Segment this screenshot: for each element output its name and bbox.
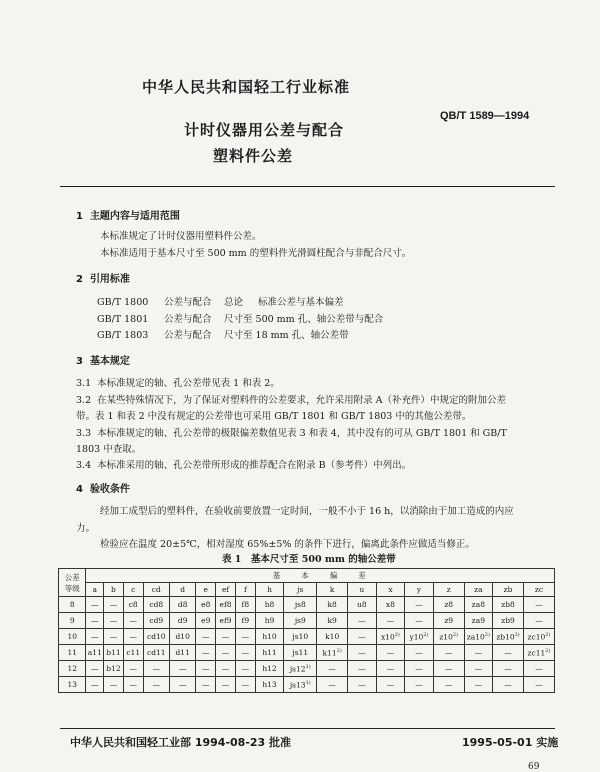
tolerance-cell: h11 <box>255 645 284 661</box>
column-header: z <box>433 583 464 597</box>
tolerance-cell: cd9 <box>143 613 169 629</box>
section-4-heading: 4 验收条件 <box>76 484 130 495</box>
grade-cell: 10 <box>59 629 86 645</box>
clause-3-1: 3.1 本标准规定的轴、孔公差带见表 1 和表 2。 <box>76 378 280 389</box>
approval-note: 中华人民共和国轻工业部 1994-08-23 批准 <box>70 736 292 749</box>
table-caption: 表 1 基本尺寸至 500 mm 的轴公差带 <box>222 554 396 565</box>
tolerance-cell: — <box>376 677 405 693</box>
column-header: y <box>405 583 434 597</box>
tolerance-cell: zb10$^{2)}$ <box>493 629 524 645</box>
tolerance-cell: — <box>317 661 348 677</box>
tolerance-cell: cd11 <box>143 645 169 661</box>
tolerance-cell: ef8 <box>216 597 236 613</box>
section-4-para-1: 经加工成型后的塑料件，在验收前要放置一定时间，一般不小于 16 h，以消除由于加工造成的内应 <box>100 506 514 517</box>
tolerance-cell: e9 <box>196 613 216 629</box>
tolerance-cell: d10 <box>170 629 196 645</box>
section-3-heading: 3 基本规定 <box>76 356 130 367</box>
footnote-marker: 2) <box>423 631 429 638</box>
tolerance-cell: — <box>433 677 464 693</box>
grade-cell: 13 <box>59 677 86 693</box>
tolerance-cell: — <box>104 597 124 613</box>
column-header: u <box>348 583 377 597</box>
tolerance-cell: — <box>104 629 124 645</box>
table-row <box>59 613 555 629</box>
tolerance-cell: — <box>405 613 434 629</box>
standard-code: QB/T 1589—1994 <box>440 110 530 122</box>
column-header: js <box>284 583 317 597</box>
tolerance-cell: z8 <box>433 597 464 613</box>
footnote-marker: 1) <box>305 663 311 670</box>
tolerance-cell: js11 <box>284 645 317 661</box>
tolerance-cell: — <box>235 661 255 677</box>
shaft-tolerance-table <box>58 568 555 693</box>
tolerance-cell: — <box>216 661 236 677</box>
tolerance-cell: — <box>196 629 216 645</box>
column-header: zc <box>523 583 554 597</box>
tolerance-cell: — <box>123 629 143 645</box>
column-header: zb <box>493 583 524 597</box>
clause-3-4: 3.4 本标准采用的轴、孔公差带所形成的推荐配合在附录 B（参考件）中列出。 <box>76 460 412 471</box>
tolerance-cell: — <box>405 677 434 693</box>
page-number: 69 <box>528 762 540 772</box>
tolerance-cell: — <box>143 661 169 677</box>
tolerance-cell: e8 <box>196 597 216 613</box>
tolerance-cell: d11 <box>170 645 196 661</box>
tolerance-cell: u8 <box>348 597 377 613</box>
column-header: za <box>464 583 493 597</box>
tolerance-cell: zb9 <box>493 613 524 629</box>
tolerance-cell: — <box>523 661 554 677</box>
tolerance-cell: js8 <box>284 597 317 613</box>
footnote-marker: 1) <box>305 679 311 686</box>
tolerance-cell: zc11$^{2)}$ <box>523 645 554 661</box>
tolerance-cell: za8 <box>464 597 493 613</box>
footnote-marker: 2) <box>452 631 458 638</box>
clause-3-3-cont: 1803 中查取。 <box>76 444 142 455</box>
column-header: d <box>170 583 196 597</box>
footnote-marker: 2) <box>545 631 551 638</box>
tolerance-cell: js9 <box>284 613 317 629</box>
clause-3-2: 3.2 在某些特殊情况下，为了保证对塑料件的公差要求，允许采用附录 A（补充件）中规定的附加公差 <box>76 395 507 406</box>
tolerance-cell: — <box>493 645 524 661</box>
tolerance-cell: — <box>196 645 216 661</box>
tolerance-cell: k8 <box>317 597 348 613</box>
tolerance-cell: b12 <box>104 661 124 677</box>
column-header: a <box>86 583 104 597</box>
tolerance-cell: k9 <box>317 613 348 629</box>
grade-cell: 9 <box>59 613 86 629</box>
tolerance-cell: — <box>523 613 554 629</box>
deviation-group-header: 基 本 偏 差 <box>86 569 555 583</box>
tolerance-cell: cd8 <box>143 597 169 613</box>
tolerance-cell: — <box>348 677 377 693</box>
tolerance-cell: — <box>464 645 493 661</box>
tolerance-cell: — <box>143 677 169 693</box>
tolerance-cell: — <box>216 677 236 693</box>
tolerance-cell: — <box>86 597 104 613</box>
footer-rule <box>60 728 555 729</box>
grade-header: 公差 等级 <box>59 569 86 597</box>
column-header: ef <box>216 583 236 597</box>
footnote-marker: 2) <box>336 647 342 654</box>
tolerance-cell: — <box>464 677 493 693</box>
column-header: f <box>235 583 255 597</box>
tolerance-cell: d9 <box>170 613 196 629</box>
tolerance-cell: cd10 <box>143 629 169 645</box>
document-subtitle: 塑料件公差 <box>213 147 294 165</box>
table-row <box>59 597 555 613</box>
section-1-para-2: 本标准适用于基本尺寸至 500 mm 的塑料件光滑圆柱配合与非配合尺寸。 <box>100 248 412 259</box>
tolerance-cell: — <box>348 661 377 677</box>
implementation-date: 1995-05-01 实施 <box>462 736 559 749</box>
tolerance-cell: — <box>523 597 554 613</box>
tolerance-cell: — <box>235 677 255 693</box>
tolerance-cell: h9 <box>255 613 284 629</box>
tolerance-cell: f9 <box>235 613 255 629</box>
tolerance-cell: za9 <box>464 613 493 629</box>
table-row <box>59 645 555 661</box>
tolerance-cell: — <box>376 613 405 629</box>
table-row <box>59 629 555 645</box>
tolerance-cell: — <box>493 677 524 693</box>
column-header: cd <box>143 583 169 597</box>
reference-item: GB/T 1803 公差与配合 尺寸至 18 mm 孔、轴公差带 <box>97 330 349 341</box>
tolerance-cell: — <box>464 661 493 677</box>
tolerance-cell: — <box>170 661 196 677</box>
tolerance-cell: k10 <box>317 629 348 645</box>
tolerance-cell: — <box>348 645 377 661</box>
tolerance-cell: — <box>405 597 434 613</box>
column-header: k <box>317 583 348 597</box>
tolerance-cell: — <box>86 677 104 693</box>
tolerance-cell: — <box>376 661 405 677</box>
tolerance-cell: js10 <box>284 629 317 645</box>
tolerance-cell: h12 <box>255 661 284 677</box>
tolerance-cell: — <box>376 645 405 661</box>
tolerance-cell: y10$^{2)}$ <box>405 629 434 645</box>
footnote-marker: 2) <box>545 647 551 654</box>
reference-item: GB/T 1801 公差与配合 尺寸至 500 mm 孔、轴公差带与配合 <box>97 314 384 325</box>
tolerance-cell: — <box>170 677 196 693</box>
tolerance-cell: za10$^{2)}$ <box>464 629 493 645</box>
reference-item: GB/T 1800 公差与配合 总论 标准公差与基本偏差 <box>97 297 344 308</box>
tolerance-cell: — <box>433 661 464 677</box>
tolerance-cell: — <box>86 629 104 645</box>
section-4-para-1-cont: 力。 <box>76 523 96 534</box>
tolerance-cell: f8 <box>235 597 255 613</box>
tolerance-cell: — <box>493 661 524 677</box>
grade-cell: 8 <box>59 597 86 613</box>
tolerance-cell: — <box>235 645 255 661</box>
column-header: c <box>123 583 143 597</box>
tolerance-cell: — <box>405 645 434 661</box>
tolerance-cell: — <box>196 661 216 677</box>
tolerance-cell: — <box>348 613 377 629</box>
tolerance-cell: js13$^{1)}$ <box>284 677 317 693</box>
tolerance-cell: c11 <box>123 645 143 661</box>
tolerance-cell: d8 <box>170 597 196 613</box>
tolerance-cell: — <box>216 629 236 645</box>
tolerance-cell: zc10$^{2)}$ <box>523 629 554 645</box>
tolerance-cell: k11$^{2)}$ <box>317 645 348 661</box>
tolerance-cell: — <box>86 661 104 677</box>
tolerance-cell: ef9 <box>216 613 236 629</box>
tolerance-cell: — <box>523 677 554 693</box>
grade-cell: 11 <box>59 645 86 661</box>
tolerance-cell: — <box>123 613 143 629</box>
tolerance-cell: — <box>196 677 216 693</box>
tolerance-cell: zb8 <box>493 597 524 613</box>
tolerance-cell: h8 <box>255 597 284 613</box>
tolerance-cell: — <box>216 645 236 661</box>
tolerance-cell: h13 <box>255 677 284 693</box>
tolerance-cell: — <box>104 613 124 629</box>
section-1-para-1: 本标准规定了计时仪器用塑料件公差。 <box>100 231 262 242</box>
grade-cell: 12 <box>59 661 86 677</box>
column-header: b <box>104 583 124 597</box>
tolerance-cell: z9 <box>433 613 464 629</box>
column-header: h <box>255 583 284 597</box>
title-rule <box>60 186 555 187</box>
tolerance-cell: x10$^{2)}$ <box>376 629 405 645</box>
tolerance-cell: — <box>235 629 255 645</box>
document-title: 计时仪器用公差与配合 <box>184 121 345 139</box>
tolerance-cell: x8 <box>376 597 405 613</box>
tolerance-cell: z10$^{2)}$ <box>433 629 464 645</box>
tolerance-cell: a11 <box>86 645 104 661</box>
section-1-heading: 1 主题内容与适用范围 <box>76 211 180 222</box>
tolerance-cell: b11 <box>104 645 124 661</box>
issuing-organization: 中华人民共和国轻工行业标准 <box>142 78 351 96</box>
column-header: e <box>196 583 216 597</box>
table-row <box>59 677 555 693</box>
tolerance-cell: — <box>104 677 124 693</box>
tolerance-cell: — <box>405 661 434 677</box>
table-row <box>59 661 555 677</box>
tolerance-cell: — <box>433 645 464 661</box>
tolerance-cell: — <box>348 629 377 645</box>
section-2-heading: 2 引用标准 <box>76 274 130 285</box>
clause-3-2-cont: 带。表 1 和表 2 中没有规定的公差带也可采用 GB/T 1801 和 GB/T 1803 中的其他公差带。 <box>76 411 472 422</box>
footnote-marker: 2) <box>484 631 490 638</box>
tolerance-cell: — <box>317 677 348 693</box>
footnote-marker: 2) <box>394 631 400 638</box>
footnote-marker: 2) <box>514 631 520 638</box>
tolerance-cell: — <box>123 661 143 677</box>
section-4-para-2: 检验应在温度 20±5℃，相对湿度 65%±5% 的条件下进行，偏离此条件应做适当修正。 <box>100 539 475 550</box>
tolerance-cell: js12$^{1)}$ <box>284 661 317 677</box>
tolerance-cell: c8 <box>123 597 143 613</box>
tolerance-cell: — <box>123 677 143 693</box>
tolerance-cell: — <box>86 613 104 629</box>
clause-3-3: 3.3 本标准规定的轴、孔公差带的极限偏差数值见表 3 和表 4，其中没有的可从 GB/T 1801 和 GB/T <box>76 428 507 439</box>
column-header: x <box>376 583 405 597</box>
tolerance-cell: h10 <box>255 629 284 645</box>
